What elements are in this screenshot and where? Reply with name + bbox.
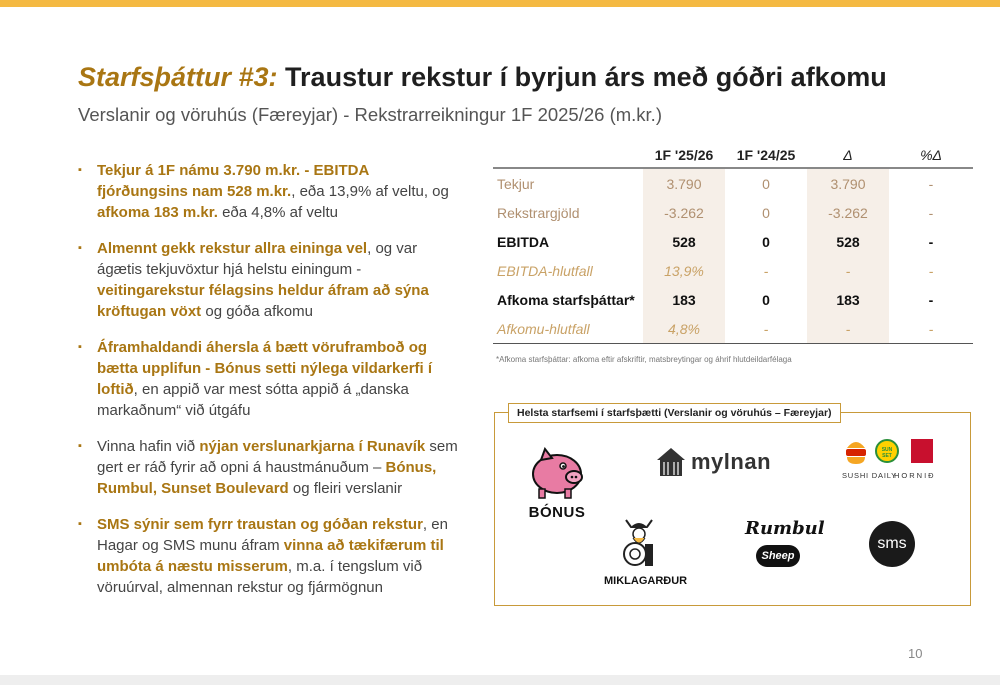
sms-logo (869, 521, 915, 567)
sheep-badge (756, 545, 800, 567)
bullet-text: eða 4,8% af veltu (217, 204, 339, 221)
burger-king-logo (845, 438, 867, 466)
sheep-wordmark: Sheep (761, 550, 795, 562)
viking-icon (604, 518, 674, 570)
burger-icon (845, 438, 867, 466)
table-cell: - (725, 314, 807, 344)
bonus-pig-icon (527, 447, 587, 499)
bullet-text: , og var ágætis tekjuvöxtur hjá helstu einingum - (97, 240, 418, 278)
table-cell: - (807, 314, 889, 344)
header-current: 1F '25/26 (643, 142, 725, 168)
bonus-logo (527, 447, 587, 521)
table-cell: - (763, 262, 769, 279)
bottom-bar (0, 675, 1000, 685)
bullet-highlight-text: vinna að tækifærum til umbóta á næstu misserum (97, 537, 444, 575)
table-cell: 183 (643, 285, 725, 314)
table-cell: 3.790 (643, 168, 725, 198)
bullet-highlight-text: Áframhaldandi áhersla á bætt vöruframboð og bætta upplifun - Bónus setti nýlega vildarkerfi í loftið (97, 339, 433, 398)
table-cell: - (889, 314, 973, 344)
bullet-item (78, 160, 458, 223)
table-cell: 0 (762, 175, 770, 192)
bullet-highlight-text: veitingarekstur félagsins heldur áfram að sýna kröftugan vöxt (97, 282, 429, 320)
sunset-logo (875, 439, 899, 463)
sushi-daily-label: SUSHI DAILY (842, 471, 897, 480)
miklagardur-wordmark: MIKLAGARÐUR (604, 575, 688, 587)
bonus-wordmark: BÓNUS (528, 504, 586, 521)
bullet-marker-icon: ▪ (78, 164, 82, 176)
table-row (493, 256, 973, 285)
row-label: Afkomu-hlutfall (493, 314, 643, 344)
header-previous: 1F '24/25 (725, 142, 807, 168)
title-main: Traustur rekstur í byrjun árs með góðri afkomu (277, 62, 887, 92)
bullet-list (78, 160, 458, 613)
table-cell: - (928, 291, 934, 308)
table-cell: -3.262 (643, 198, 725, 227)
bullet-highlight-text: Tekjur á 1F námu 3.790 m.kr. - EBITDA fjórðungsins nam 528 m.kr. (97, 162, 369, 200)
bullet-text: , m.a. í tengslum við vöruúrval, almennan rekstur og fjármögnun (97, 558, 423, 596)
table-cell: 0 (762, 204, 770, 221)
miklagardur-logo (604, 518, 688, 588)
table-cell: 528 (643, 227, 725, 256)
bullet-item (78, 337, 458, 421)
income-table (493, 142, 973, 344)
table-row (493, 285, 973, 314)
row-label: EBITDA-hlutfall (497, 262, 593, 279)
bullet-marker-icon: ▪ (78, 341, 82, 353)
header-label (493, 142, 643, 168)
hornid-label: HORNIÐ (894, 471, 936, 480)
table-cell: - (807, 256, 889, 285)
bullet-highlight-text: nýjan verslunarkjarna í Runavík (199, 438, 426, 455)
bullet-item (78, 514, 458, 598)
table-header-row (493, 142, 973, 168)
row-label: EBITDA (497, 233, 550, 250)
rumbul-wordmark: Rumbul (745, 518, 825, 539)
table-footnote: *Afkoma starfsþáttar: afkoma eftir afskriftir, matsbreytingar og áhrif hlutdeildarfélaga (496, 355, 792, 364)
table-cell: - (928, 233, 934, 250)
bullet-text: , en Hagar og SMS munu áfram (97, 516, 448, 554)
table-cell: 0 (762, 291, 770, 308)
table-cell: - (928, 262, 934, 279)
header-delta: Δ (807, 142, 889, 168)
slide-subtitle: Verslanir og vöruhús (Færeyjar) - Rekstrarreikningur 1F 2025/26 (m.kr.) (78, 104, 662, 125)
bullet-item (78, 436, 458, 499)
bullet-item (78, 238, 458, 322)
table-row (493, 227, 973, 256)
table-row (493, 168, 973, 198)
table-cell: 4,8% (643, 314, 725, 344)
table-cell: - (928, 204, 934, 221)
bullet-text: Vinna hafin við (97, 438, 200, 455)
bullet-text: , eða 13,9% af veltu, og (291, 183, 449, 200)
bullet-marker-icon: ▪ (78, 440, 82, 452)
table-cell: 183 (807, 285, 889, 314)
table-cell: 13,9% (643, 256, 725, 285)
row-label: Rekstrargjöld (497, 204, 580, 221)
title-accent: Starfsþáttur #3: (78, 62, 278, 92)
bullet-highlight-text: afkoma 183 m.kr. (97, 204, 218, 221)
bullet-text: , en appið var mest sótta appið á „danska markaðnum“ við útgáfu (97, 381, 409, 419)
table-cell: -3.262 (807, 198, 889, 227)
bullet-text: og góða afkomu (201, 303, 313, 320)
row-label: Tekjur (497, 175, 535, 192)
mylnan-logo (655, 446, 772, 482)
table-cell: - (928, 175, 934, 192)
page-number: 10 (908, 646, 923, 661)
sms-wordmark: sms (877, 535, 907, 552)
rumbul-logo (745, 518, 825, 576)
mylnan-wordmark: mylnan (691, 449, 772, 474)
bullet-marker-icon: ▪ (78, 518, 82, 530)
bullet-marker-icon: ▪ (78, 242, 82, 254)
table-row (493, 314, 973, 344)
bullet-text: og fleiri verslanir (288, 480, 403, 497)
top-accent-bar (0, 0, 1000, 7)
sunset-wordmark: SUN SET (881, 447, 893, 459)
bullet-text: sem gert er ráð fyrir að opni á haustmánuðum – (97, 438, 458, 476)
operations-title: Helsta starfsemi í starfsþætti (Verslanir og vöruhús – Færeyjar) (508, 403, 841, 423)
row-label: Afkoma starfsþáttar* (497, 291, 635, 308)
table-cell: 3.790 (807, 168, 889, 198)
table-cell: 528 (807, 227, 889, 256)
hornid-badge (911, 439, 933, 463)
header-pct-delta: %Δ (889, 142, 973, 168)
bullet-highlight-text: SMS sýnir sem fyrr traustan og góðan rekstur (97, 516, 423, 533)
bullet-highlight-text: Almennt gekk rekstur allra eininga vel (97, 240, 368, 257)
table-cell: 0 (762, 233, 770, 250)
slide-title (78, 62, 887, 93)
bullet-highlight-text: Bónus, Rumbul, Sunset Boulevard (97, 459, 437, 497)
table-row (493, 198, 973, 227)
mill-icon (655, 446, 687, 478)
